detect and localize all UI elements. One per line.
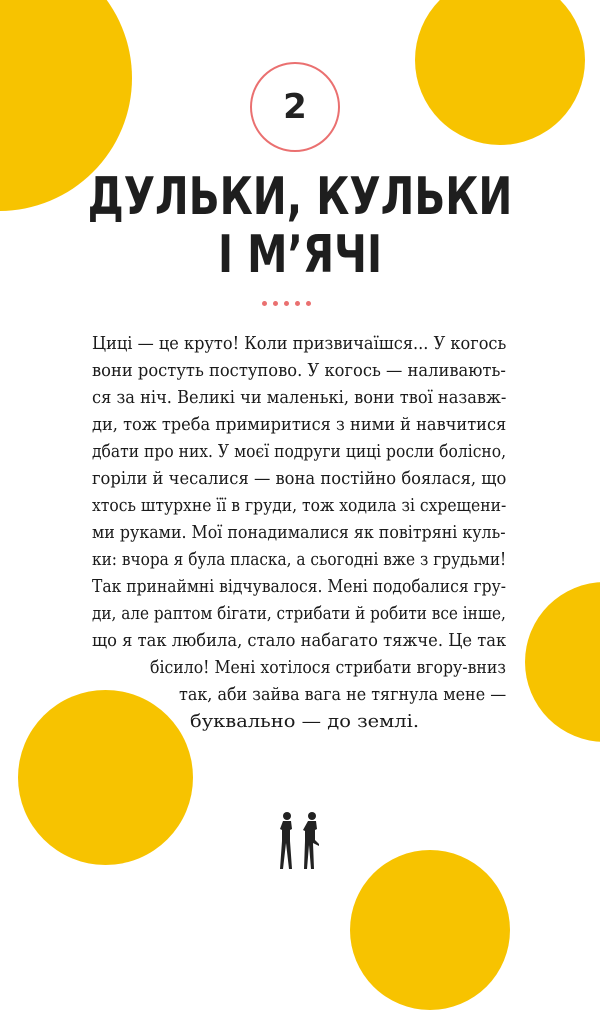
body-line: Циці — це круто! Коли призвичаїшся... У когось: [92, 333, 507, 354]
decorative-circle-bottom-left: [18, 690, 193, 865]
body-line: хтось штурхне її в груди, тож ходила зі схрещени-: [92, 495, 507, 516]
body-line: ди, але раптом бігати, стрибати й робити все інше,: [92, 603, 506, 624]
body-line: ди, тож треба примиритися з ними й навчитися: [92, 414, 507, 435]
body-line: ся за ніч. Великі чи маленькі, вони твої назавж-: [92, 387, 507, 408]
two-girls-silhouette-icon: [276, 811, 324, 871]
body-line: вони ростуть поступово. У когось — наливають-: [92, 360, 506, 381]
divider-dot: [284, 301, 289, 306]
body-line: буквально — до землі.: [190, 711, 420, 732]
body-line: що я так любила, стало набагато тяжче. Це так: [92, 630, 507, 651]
divider-dot: [306, 301, 311, 306]
divider-dot: [295, 301, 300, 306]
chapter-number: 2: [283, 87, 307, 127]
decorative-circle-top-right: [415, 0, 585, 145]
chapter-title: [0, 168, 600, 284]
body-line: ми руками. Мої понадималися як повітряні куль-: [92, 522, 506, 543]
chapter-title-line-2: І М’ЯЧІ: [217, 225, 383, 285]
body-line: бісило! Мені хотілося стрибати вгору-вниз: [150, 657, 506, 678]
title-divider-dots: [262, 301, 311, 306]
divider-dot: [273, 301, 278, 306]
chapter-title-line-1: ДУЛЬКИ, КУЛЬКИ: [87, 167, 513, 227]
body-line: Так принаймні відчувалося. Мені подобалися гру-: [92, 576, 507, 597]
body-line: так, аби зайва вага не тягнула мене —: [179, 684, 507, 705]
decorative-circle-bottom: [350, 850, 510, 1010]
body-line: ки: вчора я була пласка, а сьогодні вже з грудьми!: [92, 549, 507, 570]
body-line: дбати про них. У моєї подруги циці росли болісно,: [92, 441, 507, 462]
body-line: горіли й чесалися — вона постійно боялася, що: [92, 468, 507, 489]
divider-dot: [262, 301, 267, 306]
decorative-circle-right: [525, 582, 600, 742]
chapter-number-badge: [250, 62, 340, 152]
